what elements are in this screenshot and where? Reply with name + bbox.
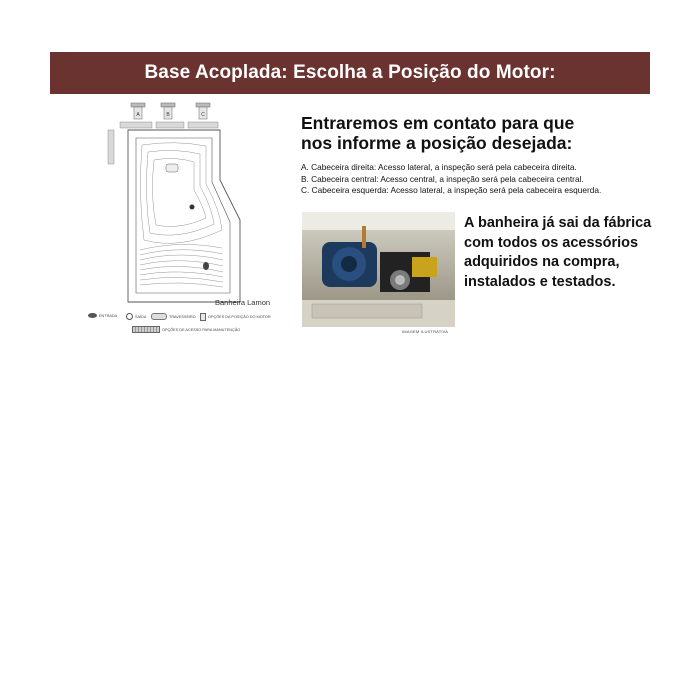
- legend-travesseiro: TRAVESSEIRO: [151, 313, 196, 320]
- motor-position-c-icon: [196, 103, 210, 119]
- contact-heading: [301, 113, 601, 153]
- banner-title: Base Acoplada: Escolha a Posição do Motor:: [50, 52, 650, 94]
- position-options-list: [301, 162, 661, 197]
- factory-note: [464, 214, 654, 292]
- motor-label-b: B: [166, 112, 170, 118]
- factory-note-line1: A banheira já sai da fábrica: [464, 215, 652, 231]
- factory-note-line2: com todos os acessórios: [464, 234, 639, 251]
- legend-opcoes-motor: OPÇÕES DA POSIÇÃO DO MOTOR: [200, 313, 271, 321]
- tub-outline: [128, 130, 240, 302]
- factory-note-line4: instalados e testados.: [464, 273, 616, 290]
- motor-label-c: C: [201, 112, 205, 118]
- saida-icon: [126, 313, 133, 320]
- entrada-icon: [88, 313, 97, 318]
- diagram-legend: [88, 312, 298, 338]
- option-c: C. Cabeceira esquerda: Acesso lateral, a inspeção será pela cabeceira esquerda.: [301, 185, 602, 195]
- access-option-icon: [132, 326, 160, 333]
- legend-saida: SAÍDA: [126, 313, 146, 320]
- option-b: B. Cabeceira central: Acesso central, a inspeção será pela cabeceira central.: [301, 173, 584, 184]
- tub-contours: [140, 143, 223, 287]
- contact-heading-line1: Entraremos em contato para que: [301, 113, 575, 133]
- motor-photo: [302, 212, 455, 327]
- factory-note-line3: adquiridos na compra,: [464, 254, 620, 270]
- drain-icon: [190, 205, 195, 210]
- motor-position-b-icon: [161, 103, 175, 119]
- travesseiro-icon: [151, 313, 167, 320]
- motor-option-icon: [200, 313, 206, 321]
- tub-name-label: Banheira Lamon: [215, 298, 271, 307]
- legend-entrada: ENTRADA: [88, 313, 117, 318]
- option-a: A. Cabeceira direita: Acesso lateral, a inspeção será pela cabeceira direita.: [301, 162, 577, 172]
- pillow-icon: [166, 164, 178, 172]
- legend-opcoes-acesso: OPÇÕES DE ACESSO PARA MANUTENÇÃO: [132, 326, 240, 333]
- photo-caption: IMAGEM ILUSTRATIVA: [402, 329, 449, 334]
- contact-heading-line2: nos informe a posição desejada:: [301, 133, 573, 153]
- inlet-icon: [203, 262, 209, 270]
- motor-label-a: A: [136, 112, 140, 118]
- motor-position-a-icon: [131, 103, 145, 119]
